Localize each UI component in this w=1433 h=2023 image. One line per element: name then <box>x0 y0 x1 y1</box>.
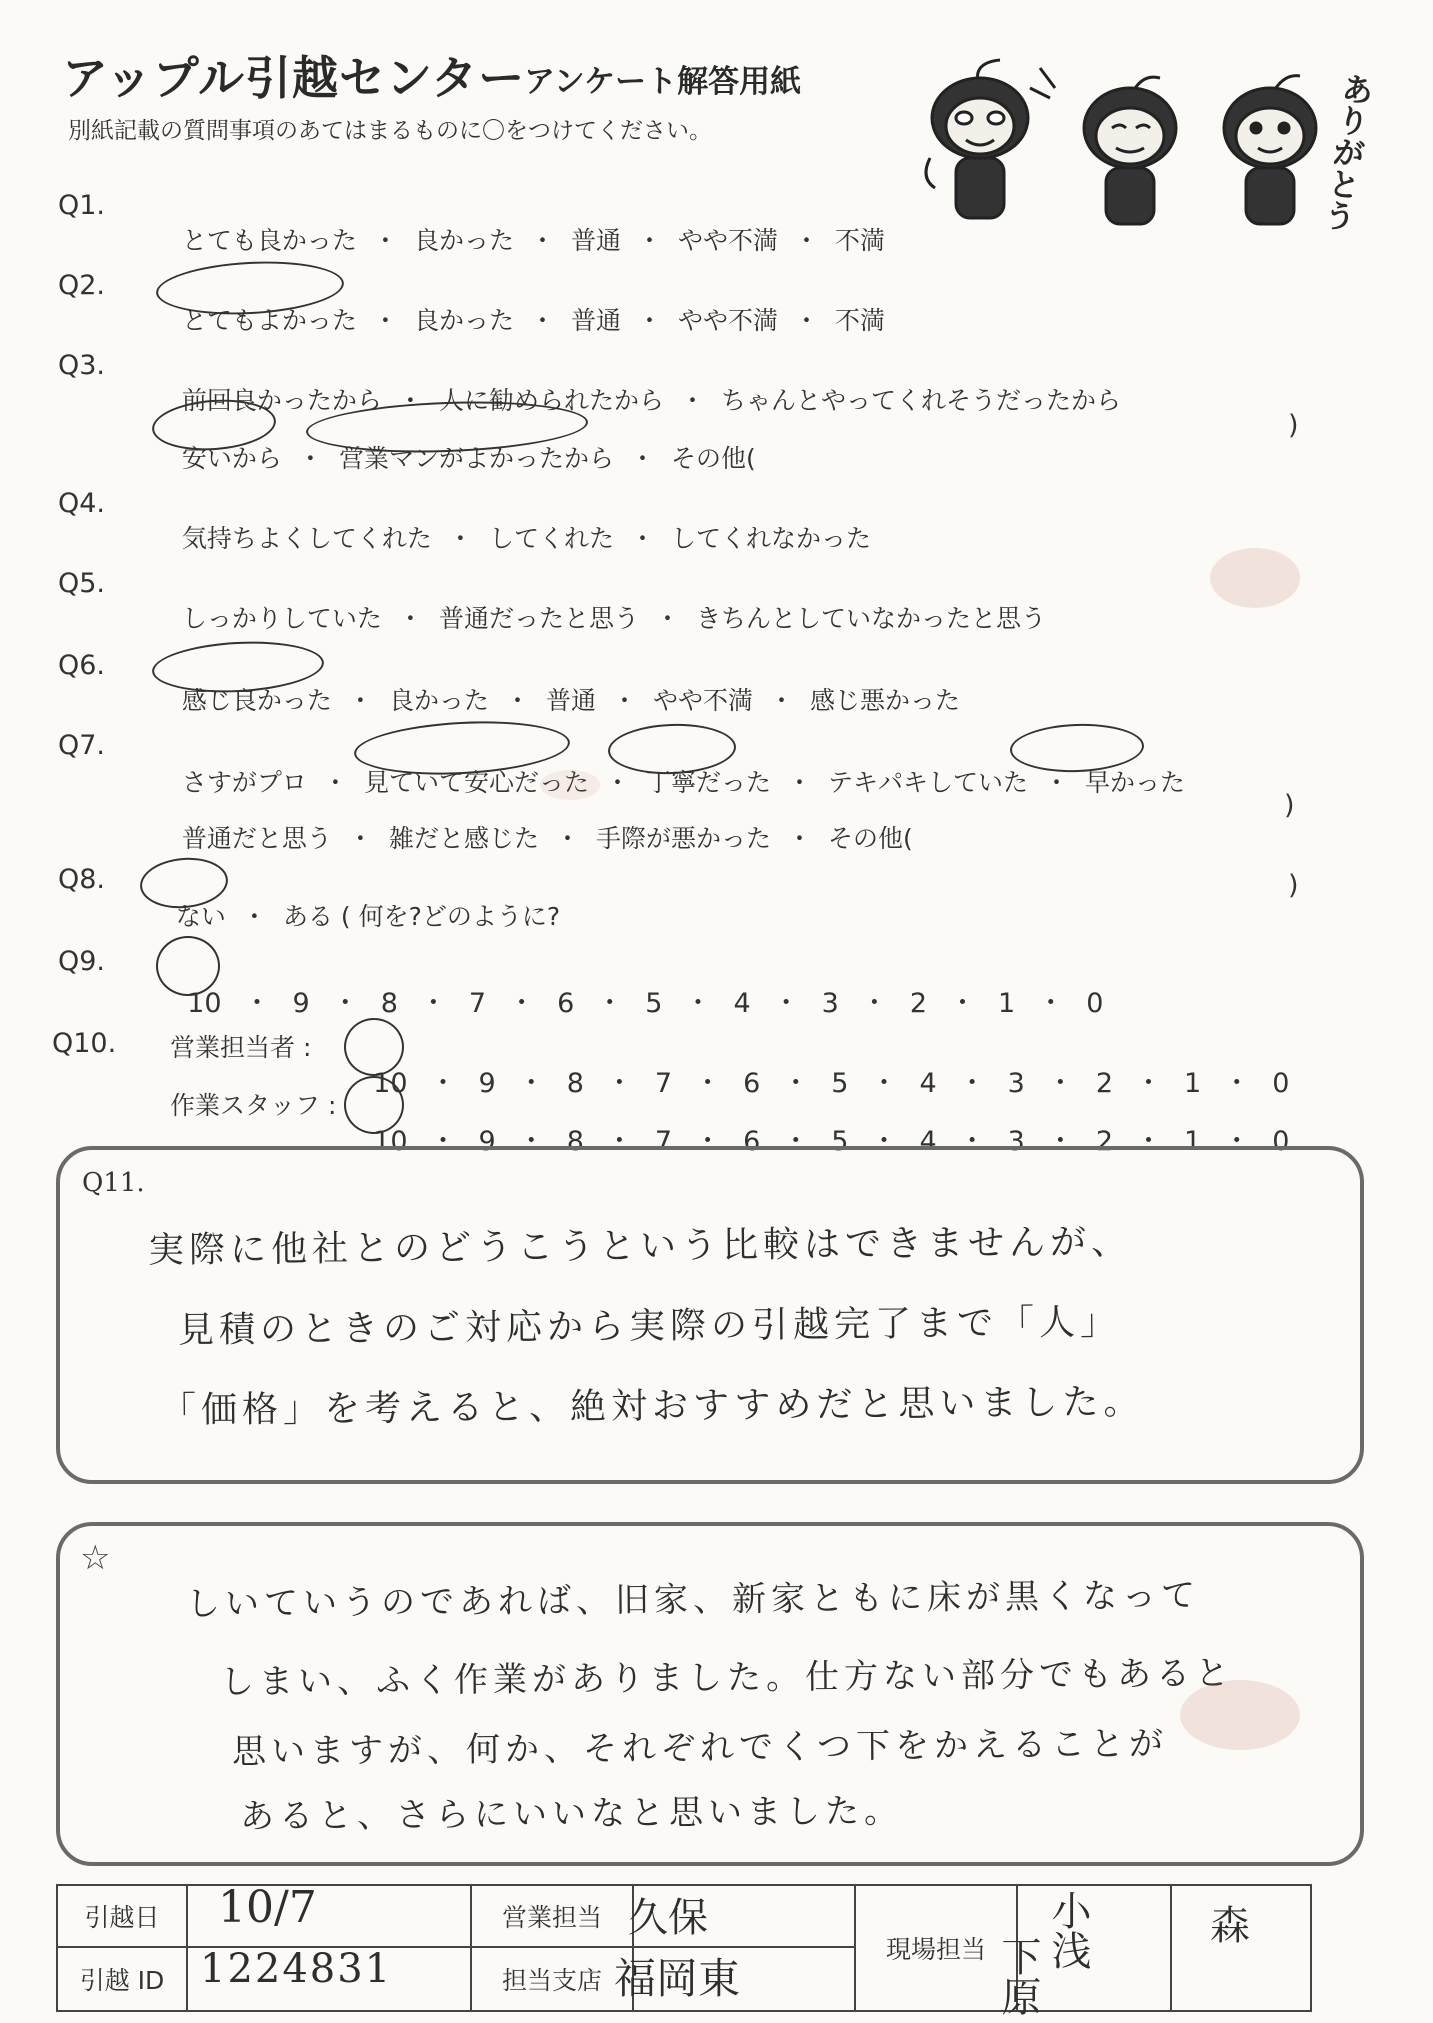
brand-title: アップル引越センター <box>62 51 526 105</box>
q9-score[interactable]: 9 <box>292 988 310 1019</box>
q9-score[interactable]: 8 <box>380 988 398 1019</box>
star-icon: ☆ <box>80 1538 111 1578</box>
q8-option[interactable]: ある ( 何を?どのように? <box>282 902 561 931</box>
q5-option[interactable]: きちんとしていなかったと思う <box>695 604 1046 633</box>
q8-options: ない ・ ある ( 何を?どのように? <box>175 902 561 931</box>
q9-number: Q9. <box>58 946 106 977</box>
q4-option[interactable]: してくれなかった <box>670 524 871 553</box>
q1-options: とても良かった ・ 良かった ・ 普通 ・ やや不満 ・ 不満 <box>181 226 886 255</box>
q10-sales-score[interactable]: 2 <box>1095 1068 1114 1099</box>
q10-number: Q10. <box>52 1028 117 1059</box>
q7-option-selected[interactable]: 丁寧だった <box>645 768 771 797</box>
monkey-3-icon <box>1224 76 1316 224</box>
q9-score[interactable]: 7 <box>468 988 487 1019</box>
monkey-1-icon <box>926 60 1028 218</box>
q6-option[interactable]: 良かった <box>388 686 489 715</box>
q10-sales-score[interactable]: 9 <box>478 1068 496 1099</box>
q10-staff-score[interactable]: 9 <box>478 1126 496 1157</box>
q7-option[interactable]: さすがプロ <box>181 768 307 797</box>
sales-value: 久保 <box>628 1895 708 1941</box>
q10-sales-score[interactable]: 8 <box>566 1068 584 1099</box>
q9-scale: 10 ・ 9 ・ 8 ・ 7 ・ 6 ・ 5 ・ 4 ・ 3 ・ 2 ・ 1 ・ 0 <box>187 988 1104 1019</box>
q3-option-selected[interactable]: 営業マンがよかったから <box>338 444 614 473</box>
q7-close-paren: ) <box>1284 790 1295 821</box>
paper-stain <box>540 770 600 800</box>
move-date-label: 引越日 <box>58 1886 188 1948</box>
q11-comment-line: 「価格」を考えると、絶対おすすめだと思いました。 <box>159 1381 1145 1432</box>
q6-options: 感じ良かった ・ 良かった ・ 普通 ・ やや不満 ・ 感じ悪かった <box>181 686 961 715</box>
q2-option[interactable]: 不満 <box>835 306 886 335</box>
q2-option[interactable]: 良かった <box>413 306 514 335</box>
q10-staff-score[interactable]: 6 <box>743 1126 761 1157</box>
q2-option[interactable]: 普通 <box>570 306 621 335</box>
q10-sales-score[interactable]: 4 <box>919 1068 937 1099</box>
q7-option[interactable]: 雑だと感じた <box>388 824 539 853</box>
q10-sales-score[interactable]: 1 <box>1184 1068 1202 1099</box>
q10-staff-score[interactable]: 3 <box>1007 1126 1025 1157</box>
paper-stain <box>1210 548 1300 608</box>
move-id-label: 引越 ID <box>58 1948 188 2010</box>
q11-label: Q11. <box>82 1168 145 1198</box>
q6-option-selected[interactable]: 感じ良かった <box>181 686 332 715</box>
q9-score[interactable]: 4 <box>733 988 751 1019</box>
q10-sales-score[interactable]: 5 <box>831 1068 849 1099</box>
q4-options: 気持ちよくしてくれた ・ してくれた ・ してくれなかった <box>181 524 871 553</box>
q1-option[interactable]: 不満 <box>835 226 886 255</box>
q1-option[interactable]: 良かった <box>413 226 514 255</box>
q3-options-line1: 前回良かったから ・ 人に勧められたから ・ ちゃんとやってくれそうだったから <box>181 386 1121 415</box>
q6-option[interactable]: 普通 <box>545 686 596 715</box>
q7-option-other[interactable]: その他( <box>828 824 913 853</box>
q10-staff-score[interactable]: 7 <box>654 1126 673 1157</box>
q3-number: Q3. <box>58 350 106 381</box>
q9-score[interactable]: 5 <box>645 988 663 1019</box>
q10-sales-score[interactable]: 10 <box>373 1068 408 1099</box>
q2-option[interactable]: やや不満 <box>678 306 779 335</box>
q9-score[interactable]: 0 <box>1086 988 1104 1019</box>
q9-score[interactable]: 6 <box>557 988 575 1019</box>
q1-option[interactable]: やや不満 <box>678 226 779 255</box>
q10-staff-score[interactable]: 8 <box>566 1126 584 1157</box>
q11-comment-line: 実際に他社とのどうこうという比較はできませんが、 <box>147 1221 1133 1272</box>
branch-label: 担当支店 <box>472 1948 634 2010</box>
site-staff-value: 小浅 <box>1045 1890 1091 1970</box>
q9-score[interactable]: 2 <box>909 988 928 1019</box>
q5-options: しっかりしていた ・ 普通だったと思う ・ きちんとしていなかったと思う <box>181 604 1046 633</box>
q2-option-selected[interactable]: とてもよかった <box>181 306 357 335</box>
q8-option-selected[interactable]: ない <box>175 902 226 931</box>
mascot-illustration <box>900 48 1370 248</box>
q6-option[interactable]: 感じ悪かった <box>810 686 961 715</box>
q4-option[interactable]: してくれた <box>488 524 614 553</box>
q7-option[interactable]: 普通だと思う <box>181 824 332 853</box>
q7-option[interactable]: 手際が悪かった <box>595 824 771 853</box>
q8-number: Q8. <box>58 864 106 895</box>
q10-sales-score[interactable]: 0 <box>1272 1068 1290 1099</box>
star-comment-line: あると、さらにいいなと思いました。 <box>239 1791 904 1837</box>
q6-option[interactable]: やや不満 <box>653 686 754 715</box>
q8-close-paren: ) <box>1288 870 1299 901</box>
q7-options-line1: さすがプロ ・ 見ていて安心だった ・ 丁寧だった ・ テキパキしていた ・ 早かった <box>181 768 1186 797</box>
q10-sales-label: 営業担当者 : <box>170 1033 312 1062</box>
q1-number: Q1. <box>58 190 106 221</box>
star-comment-line: しまい、ふく作業がありました。仕方ない部分でもあると <box>219 1653 1235 1703</box>
q3-option[interactable]: ちゃんとやってくれそうだったから <box>720 386 1121 415</box>
q2-options: とてもよかった ・ 良かった ・ 普通 ・ やや不満 ・ 不満 <box>181 306 886 335</box>
q4-option[interactable]: 気持ちよくしてくれた <box>181 524 432 553</box>
q3-options-line2: 安いから ・ 営業マンがよかったから ・ その他( <box>181 444 756 473</box>
q10-staff-score[interactable]: 1 <box>1184 1126 1202 1157</box>
q11-comment-line: 見積のときのご対応から実際の引越完了まで「人」 <box>177 1301 1122 1352</box>
q3-option[interactable]: 前回良かったから <box>181 386 382 415</box>
q3-option-other[interactable]: その他( <box>670 444 756 473</box>
site-label: 現場担当 <box>856 1886 1018 2010</box>
q7-option[interactable]: テキパキしていた <box>828 768 1029 797</box>
q10-staff-score[interactable]: 0 <box>1272 1126 1290 1157</box>
instruction-text: 別紙記載の質問事項のあてはまるものに〇をつけてください。 <box>68 118 712 144</box>
q2-number: Q2. <box>58 270 106 301</box>
q3-option-selected[interactable]: 安いから <box>181 444 282 473</box>
site-staff2-value: 森 <box>1210 1903 1250 1949</box>
paper-stain <box>1180 1680 1300 1750</box>
form-subtitle: アンケート解答用紙 <box>524 64 802 100</box>
q10-sales-score[interactable]: 6 <box>743 1068 761 1099</box>
star-comment-line: しいていうのであれば、旧家、新家ともに床が黒くなって <box>185 1575 1201 1625</box>
q5-option[interactable]: しっかりしていた <box>181 604 382 633</box>
q7-number: Q7. <box>58 730 106 761</box>
q1-option[interactable]: とても良かった <box>181 226 357 255</box>
q7-options-line2: 普通だと思う ・ 雑だと感じた ・ 手際が悪かった ・ その他( <box>181 824 913 853</box>
q3-option[interactable]: 人に勧められたから <box>438 386 664 415</box>
site-staff-value: 下原 <box>995 1936 1041 2016</box>
move-id-value: 1224831 <box>200 1946 393 1992</box>
q5-option[interactable]: 普通だったと思う <box>438 604 639 633</box>
q10-staff-score[interactable]: 5 <box>831 1126 849 1157</box>
q1-option[interactable]: 普通 <box>570 226 621 255</box>
q9-score[interactable]: 3 <box>821 988 839 1019</box>
q10-staff-score[interactable]: 10 <box>373 1126 408 1157</box>
q10-sales-score[interactable]: 7 <box>654 1068 673 1099</box>
move-date-value: 10/7 <box>218 1882 317 1933</box>
q6-number: Q6. <box>58 650 106 681</box>
q10-sales-scale: 10 ・ 9 ・ 8 ・ 7 ・ 6 ・ 5 ・ 4 ・ 3 ・ 2 ・ 1 ・ 0 <box>373 1068 1290 1099</box>
q9-score[interactable]: 1 <box>998 988 1016 1019</box>
q10-staff-score[interactable]: 4 <box>919 1126 937 1157</box>
q5-number: Q5. <box>58 568 106 599</box>
q3-close-paren: ) <box>1288 410 1299 441</box>
q10-staff-score[interactable]: 2 <box>1095 1126 1114 1157</box>
branch-value: 福岡東 <box>614 1954 741 2003</box>
q10-staff-scale: 10 ・ 9 ・ 8 ・ 7 ・ 6 ・ 5 ・ 4 ・ 3 ・ 2 ・ 1 ・ 0 <box>373 1126 1290 1157</box>
q4-number: Q4. <box>58 488 106 519</box>
star-comment-line: 思いますが、何か、それぞれでくつ下をかえることが <box>231 1723 1169 1773</box>
sales-label: 営業担当 <box>472 1886 634 1948</box>
thanks-vertical-text: ありがとう <box>1317 70 1377 234</box>
q10-sales-score[interactable]: 3 <box>1007 1068 1025 1099</box>
monkey-2-icon <box>1030 68 1176 224</box>
q7-option-selected[interactable]: 見ていて安心だった <box>363 768 589 797</box>
q7-option-selected[interactable]: 早かった <box>1085 768 1186 797</box>
q9-score[interactable]: 10 <box>187 988 222 1019</box>
q10-staff-label: 作業スタッフ : <box>170 1091 337 1120</box>
